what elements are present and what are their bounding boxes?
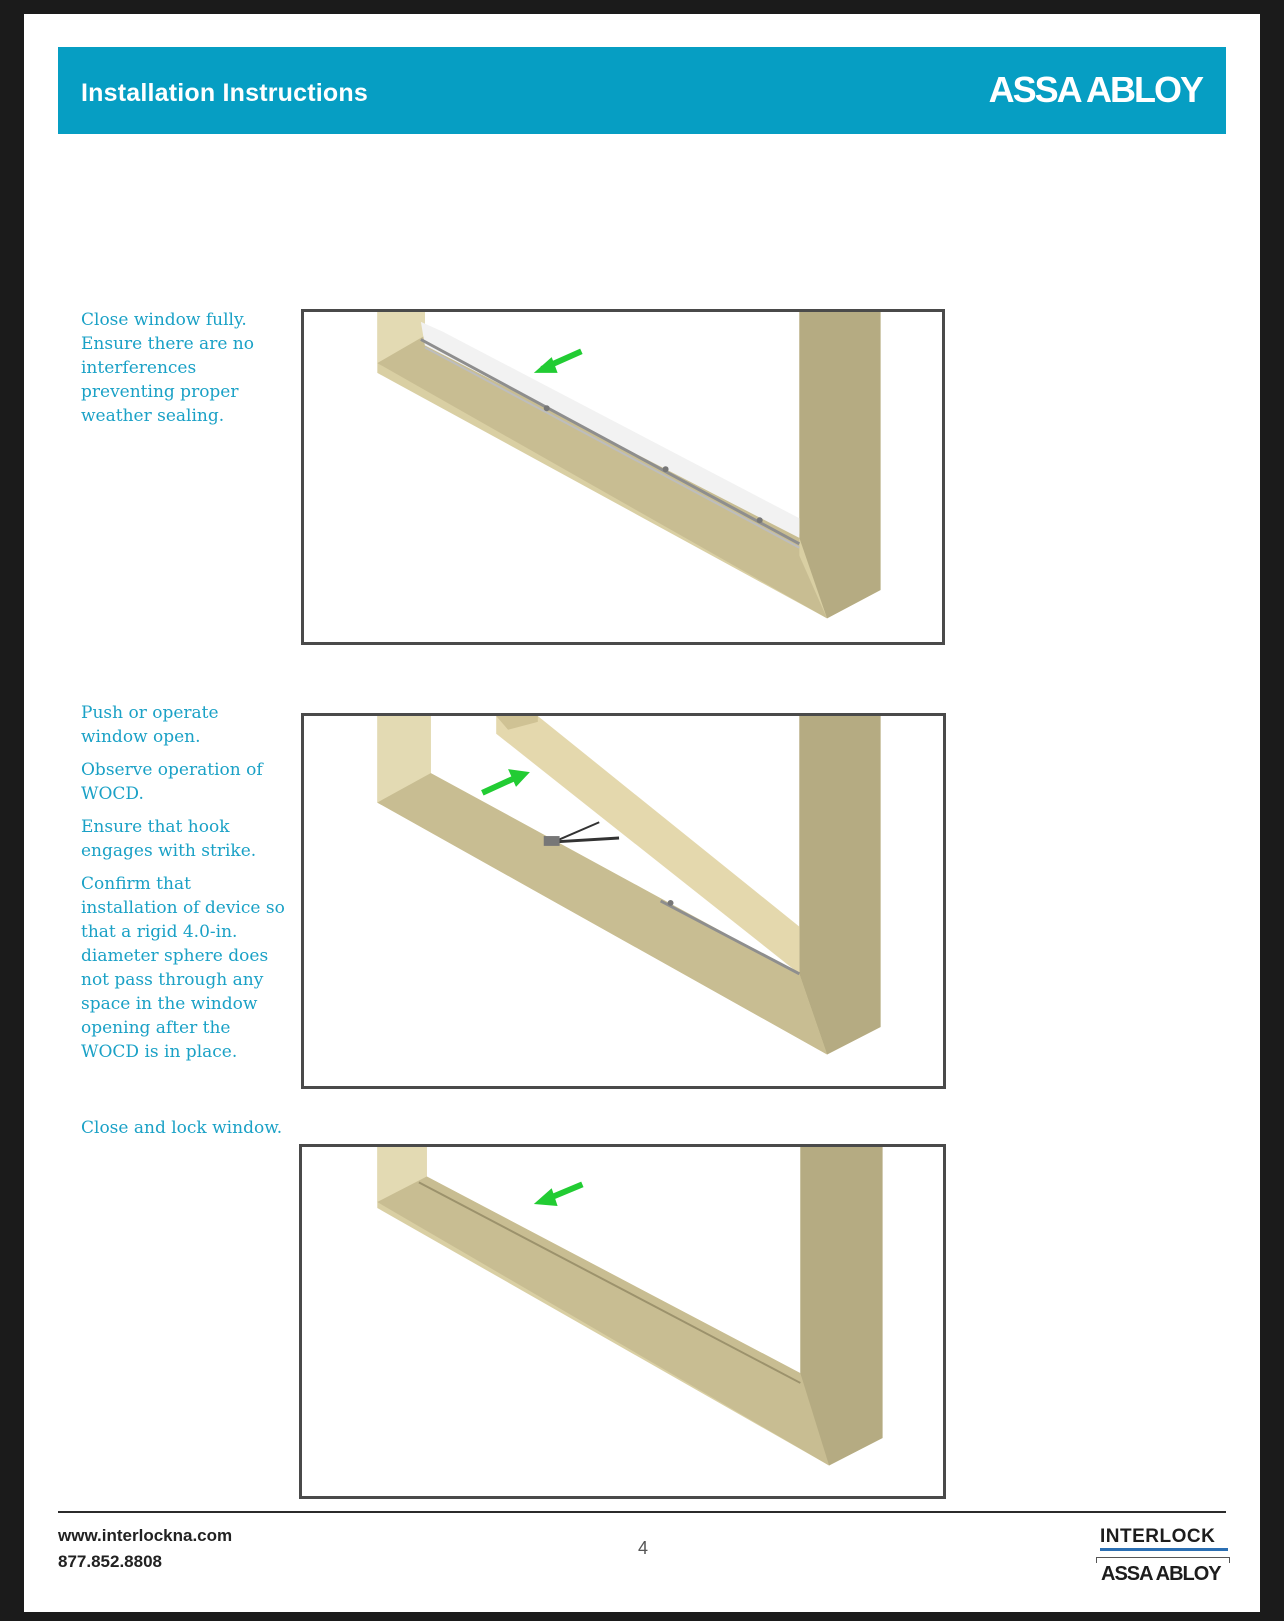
step-2-paragraph-2: Observe operation of WOCD. (81, 760, 263, 804)
document-page (24, 14, 1260, 1612)
page-number: 4 (638, 1538, 649, 1558)
step-3-text (81, 1116, 291, 1149)
interlock-logo-bar (1100, 1548, 1228, 1551)
arrow-icon (534, 1184, 583, 1206)
step-1-paragraph: Close window fully. Ensure there are no interferences preventing proper weather sealing. (81, 310, 254, 426)
step-3-illustration (299, 1144, 946, 1499)
arrow-icon (534, 351, 582, 373)
step-1-text (81, 308, 286, 437)
header-banner (58, 47, 1226, 134)
step-2-illustration (301, 713, 946, 1089)
assa-abloy-footer-logo: ASSA ABLOY (1101, 1563, 1221, 1585)
arrow-icon (482, 769, 530, 793)
footer-phone: 877.852.8808 (58, 1552, 162, 1571)
step-2-paragraph-3: Ensure that hook engages with strike. (81, 817, 257, 861)
footer-divider (58, 1511, 1226, 1513)
step-3-paragraph: Close and lock window. (81, 1118, 283, 1138)
step-2-paragraph-1: Push or operate window open. (81, 703, 219, 747)
step-2-paragraph-4: Confirm that installation of device so that a rigid 4.0-in. diameter sphere does not pass through any space in the window opening after the WOCD is in place. (81, 874, 285, 1062)
interlock-logo: INTERLOCK (1100, 1526, 1216, 1547)
footer-website-link[interactable]: www.interlockna.com (58, 1526, 233, 1545)
step-1-illustration (301, 309, 945, 645)
assa-abloy-logo: ASSA ABLOY (988, 69, 1202, 110)
step-2-text (81, 701, 286, 1073)
page-title: Installation Instructions (81, 79, 368, 107)
